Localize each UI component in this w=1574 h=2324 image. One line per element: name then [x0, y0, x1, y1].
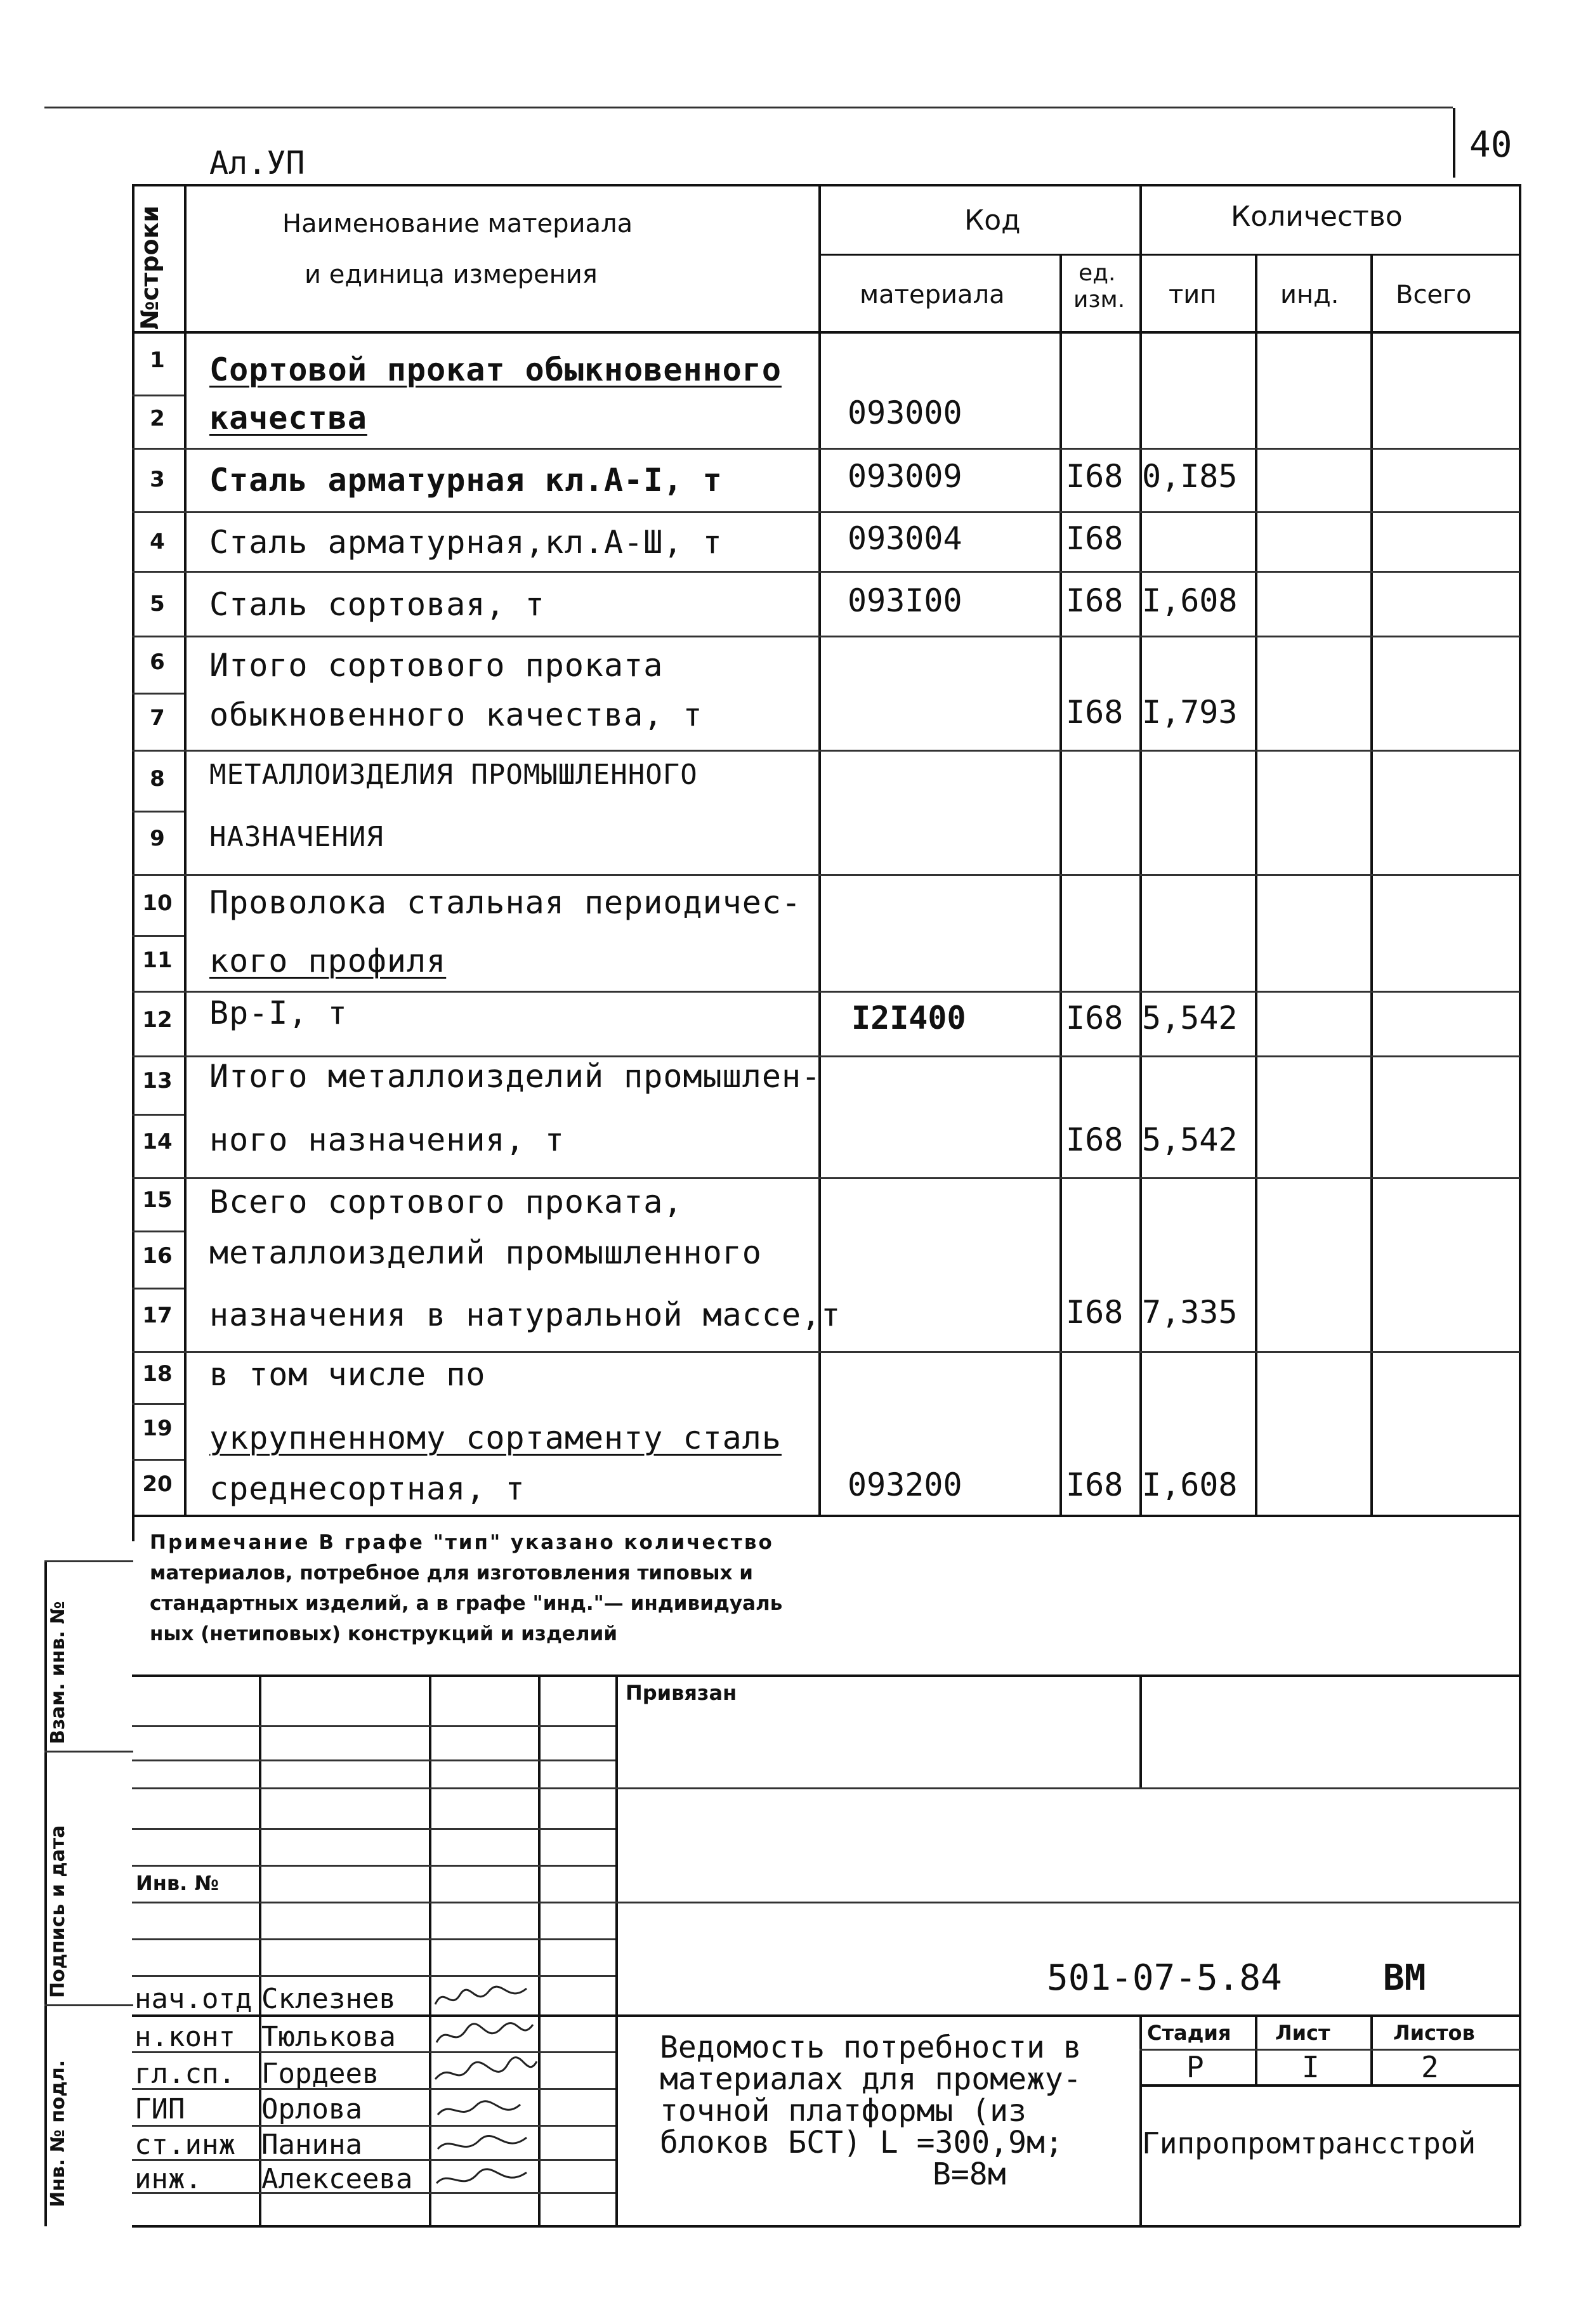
row-name: качества	[209, 400, 367, 436]
unit-code: I68	[1066, 1294, 1124, 1331]
col-qty-ind-header: инд.	[1280, 280, 1339, 310]
margin-podpis-data: Подпись и дата	[47, 1825, 69, 1998]
organization: Гипропромтрансстрой	[1142, 2126, 1476, 2160]
quantity-type: I,793	[1142, 694, 1238, 731]
row-name: Проволока стальная периодичес-	[209, 884, 802, 921]
row-rule	[132, 1231, 184, 1232]
row-name: укрупненному сортаменту сталь	[209, 1420, 782, 1456]
unit-code: I68	[1066, 1121, 1124, 1158]
row-rule	[132, 935, 184, 937]
sign-role: нач.отд	[134, 1983, 252, 2015]
quantity-type: I,608	[1142, 1466, 1238, 1503]
row-rule	[132, 1351, 1520, 1353]
stamp-rule	[132, 1787, 1520, 1789]
row-number: 16	[142, 1243, 173, 1269]
row-number: 19	[142, 1416, 173, 1441]
col-name-header-2: и единица измерения	[305, 260, 598, 289]
unit-code: I68	[1066, 694, 1124, 731]
margin-rule	[44, 2004, 133, 2006]
quantity-type: 0,I85	[1142, 458, 1238, 495]
table-bottom-border	[132, 1515, 1520, 1517]
quantity-type: 5,542	[1142, 1000, 1238, 1036]
type-col-border	[1255, 254, 1257, 1516]
col-code-material-header: материала	[860, 280, 1005, 310]
row-rule	[132, 511, 1520, 513]
row-rule	[132, 1288, 184, 1289]
row-number: 20	[142, 1472, 173, 1497]
row-rule	[132, 1114, 184, 1116]
row-name: Сталь арматурная,кл.А-Ш, т	[209, 524, 723, 561]
row-number: 12	[142, 1007, 173, 1033]
row-rule	[132, 750, 1520, 752]
row-rule	[132, 1403, 184, 1405]
sign-name: Гордеев	[261, 2058, 379, 2090]
row-rule	[132, 874, 1520, 876]
row-rule	[132, 991, 1520, 993]
sign-name: Орлова	[261, 2093, 362, 2125]
unit-code: I68	[1066, 1466, 1124, 1503]
title-col-border	[1139, 2014, 1142, 2226]
sign-role: н.конт	[134, 2021, 235, 2053]
row-name: Сталь арматурная кл.А-I, т	[209, 462, 723, 499]
doc-mark: ВМ	[1383, 1957, 1426, 1999]
title-line-5: В=8м	[933, 2157, 1006, 2192]
col-code-unit-header-1: ед.	[1079, 260, 1116, 286]
col-quantity-header: Количество	[1231, 200, 1403, 233]
col-code-unit-header-2: изм.	[1073, 287, 1125, 313]
title-line-1: Ведомость потребности в	[660, 2030, 1082, 2065]
stamp-rule	[132, 1759, 615, 1761]
row-name: Вр-I, т	[209, 995, 348, 1031]
row-rule	[132, 395, 184, 396]
handwritten-signatures	[431, 1979, 539, 2226]
row-number: 11	[142, 948, 173, 973]
sign-role: ГИП	[134, 2093, 185, 2125]
doc-code: 501-07-5.84	[1047, 1957, 1282, 1999]
row-number: 4	[150, 529, 165, 554]
row-rule	[132, 1177, 1520, 1179]
table-right-border	[1519, 184, 1521, 2226]
page-number-border	[1453, 108, 1455, 178]
sheets-label: Листов	[1393, 2021, 1475, 2045]
title-line-4: блоков БСТ) L =300,9м;	[660, 2125, 1063, 2160]
row-number: 6	[150, 650, 165, 675]
row-name: ного назначения, т	[209, 1121, 565, 1158]
header-bottom-border	[132, 331, 1520, 334]
material-code: 093000	[848, 395, 962, 431]
sheet-label: Лист	[1275, 2021, 1330, 2045]
col-row-no-header: №строки	[136, 206, 164, 330]
stage-bottom-rule	[1139, 2084, 1520, 2087]
row-name: Итого сортового проката	[209, 647, 664, 684]
sign-name: Панина	[261, 2129, 362, 2161]
stamp-rule	[132, 1828, 615, 1830]
stamp-rule	[132, 2125, 615, 2127]
row-name: в том числе по	[209, 1356, 486, 1393]
material-col-border	[1059, 254, 1062, 1516]
stamp-rule	[132, 1865, 615, 1867]
row-number: 10	[142, 891, 173, 916]
stamp-rule	[132, 1902, 1520, 1903]
stamp-signature-col-border	[615, 1674, 618, 2226]
material-code: 093004	[848, 520, 962, 557]
col-qty-type-header: тип	[1169, 280, 1217, 310]
sign-name: Алексеева	[261, 2163, 413, 2195]
material-code: 093200	[848, 1466, 962, 1503]
row-number: 7	[150, 705, 165, 731]
stage-value: Р	[1186, 2050, 1204, 2084]
row-number: 5	[150, 591, 165, 617]
inv-no-label: Инв. №	[136, 1871, 219, 1895]
rowno-col-border	[184, 184, 187, 1516]
row-rule	[132, 1459, 184, 1461]
row-number: 15	[142, 1187, 173, 1213]
note-line-4: ных (нетиповых) конструкций и изделий	[150, 1622, 618, 1645]
col-name-header-1: Наименование материала	[282, 209, 633, 238]
sign-role: инж.	[134, 2163, 202, 2195]
row-rule	[132, 811, 184, 813]
sheet-value: I	[1302, 2050, 1320, 2084]
quantity-type: 7,335	[1142, 1294, 1238, 1331]
stage-label: Стадия	[1147, 2021, 1231, 2045]
sheets-value: 2	[1421, 2050, 1439, 2084]
row-name: МЕТАЛЛОИЗДЕЛИЯ ПРОМЫШЛЕННОГО	[209, 759, 698, 791]
note-line-2: материалов, потребное для изготовления типовых и	[150, 1562, 754, 1584]
privyazan-split	[1139, 1674, 1142, 1789]
row-number: 13	[142, 1068, 173, 1093]
row-rule	[132, 636, 1520, 637]
table-top-border	[132, 184, 1520, 186]
ind-col-border	[1370, 254, 1373, 1516]
row-number: 2	[150, 406, 165, 431]
row-name: металлоизделий промышленного	[209, 1234, 762, 1271]
row-rule	[132, 571, 1520, 573]
row-name: обыкновенного качества, т	[209, 696, 703, 733]
page-number: 40	[1469, 124, 1512, 166]
stamp-rule	[132, 1975, 615, 1977]
margin-inv-podl: Инв. № подл.	[47, 2060, 69, 2207]
unit-code: I68	[1066, 458, 1124, 495]
row-number: 18	[142, 1361, 173, 1387]
album-label: Ал.УП	[209, 145, 305, 181]
material-code: I2I400	[851, 1000, 966, 1036]
row-number: 17	[142, 1303, 173, 1328]
table-left-border	[132, 184, 134, 1541]
row-number: 1	[150, 348, 165, 373]
row-name: НАЗНАЧЕНИЯ	[209, 821, 384, 853]
row-name: Итого металлоизделий промышлен-	[209, 1058, 822, 1095]
row-name: Сортовой прокат обыкновенного	[209, 351, 782, 388]
unit-code: I68	[1066, 520, 1124, 557]
row-name: среднесортная, т	[209, 1470, 525, 1507]
title-line-2: материалах для промежу-	[660, 2061, 1082, 2097]
row-number: 14	[142, 1129, 173, 1154]
row-name: кого профиля	[209, 943, 447, 979]
col-qty-total-header: Всего	[1396, 280, 1472, 310]
material-code: 093009	[848, 458, 962, 495]
stamp-top-border	[132, 1674, 1520, 1677]
row-number: 9	[150, 826, 165, 851]
row-name: Всего сортового проката,	[209, 1184, 683, 1220]
stamp-rule	[132, 1938, 615, 1940]
stamp-bottom-border	[132, 2225, 1520, 2228]
quantity-type: I,608	[1142, 582, 1238, 619]
stamp-rule	[132, 1725, 615, 1727]
note-line-1: Примечание В графе "тип" указано количество	[150, 1531, 774, 1554]
unit-code: I68	[1066, 582, 1124, 619]
row-number: 3	[150, 467, 165, 492]
row-name: назначения в натуральной массе,т	[209, 1296, 841, 1333]
note-line-3: стандартных изделий, а в графе "инд."— индивидуаль	[150, 1592, 783, 1615]
row-rule	[132, 448, 1520, 450]
material-code: 093I00	[848, 582, 962, 619]
margin-rule	[44, 1560, 133, 1562]
margin-rule	[44, 1751, 133, 1753]
row-name: Сталь сортовая, т	[209, 586, 545, 623]
sign-role: ст.инж	[134, 2129, 235, 2161]
sign-name: Тюлькова	[261, 2021, 396, 2053]
quantity-type: 5,542	[1142, 1121, 1238, 1158]
unit-code: I68	[1066, 1000, 1124, 1036]
title-line-3: точной платформы (из	[660, 2093, 1026, 2129]
top-rule	[44, 107, 1453, 108]
sign-role: гл.сп.	[134, 2058, 235, 2090]
row-number: 8	[150, 766, 165, 792]
sign-name: Склезнев	[261, 1983, 396, 2015]
col-code-header: Код	[964, 204, 1021, 237]
subheader-rule	[818, 254, 1520, 256]
row-rule	[132, 1055, 1520, 1057]
margin-vzam-inv: Взам. инв. №	[47, 1601, 69, 1744]
privyazan-label: Привязан	[626, 1681, 737, 1705]
row-rule	[132, 693, 184, 695]
